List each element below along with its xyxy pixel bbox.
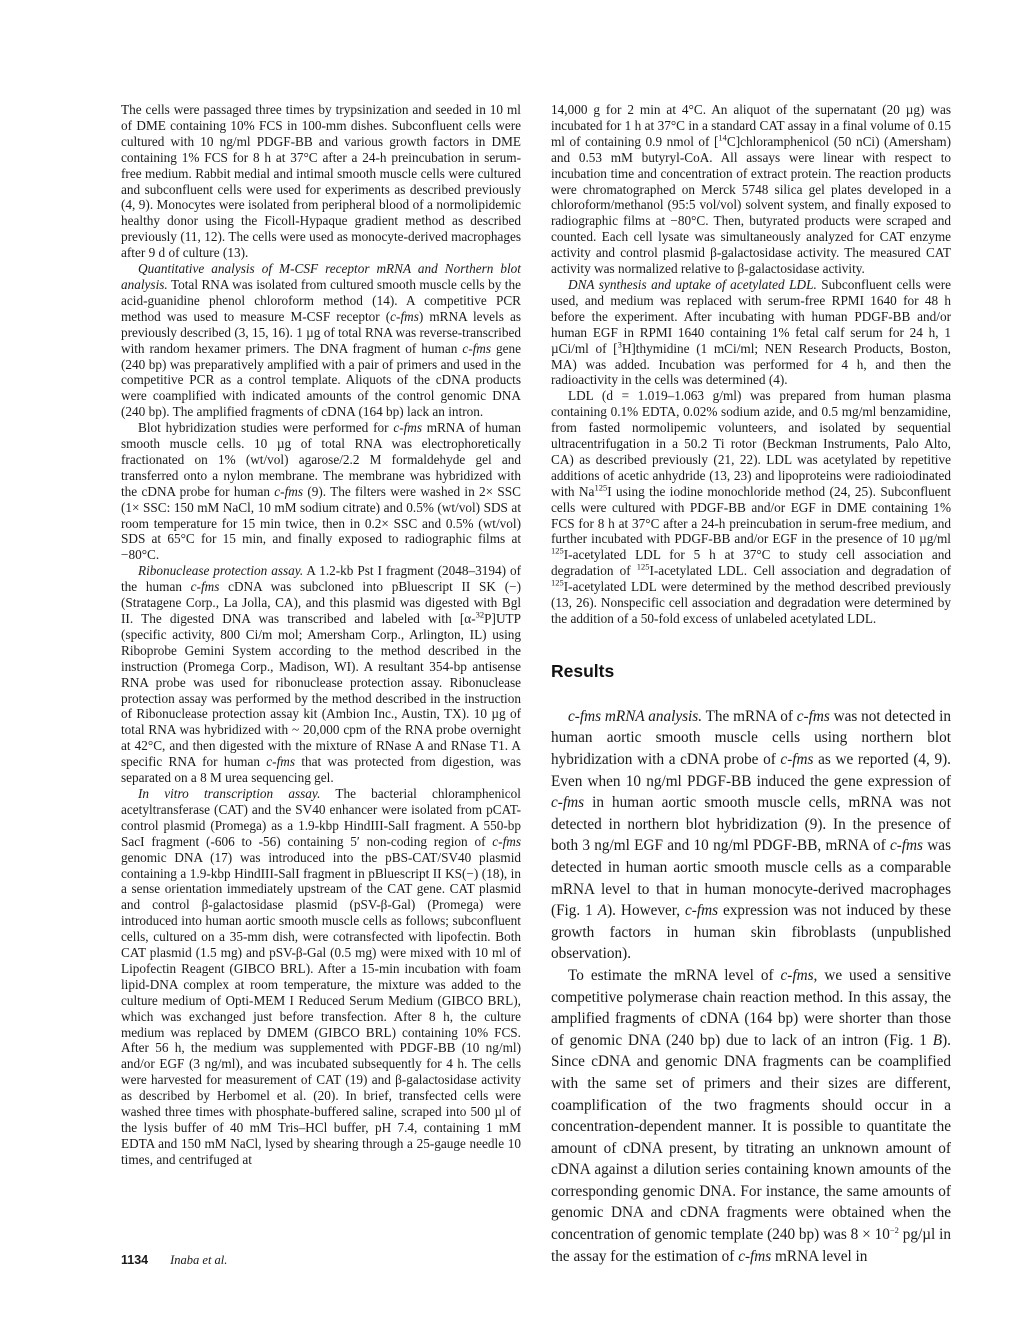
- page-footer: [121, 1253, 227, 1268]
- paragraph: 14,000 g for 2 min at 4°C. An aliquot of the supernatant (20 µg) was incubated for 1 h at 37°C in a standard CAT assay in a final volume of 0.15 ml of containing 0.9 nmol of [$^{14}$C]chloramphenicol (50 nCi) (Amersham) and 0.53 mM butyryl-CoA. All assays were linear with respect to incubation time and concentration of extract protein. The reaction products were chromatographed on Merck 5748 silica gel plates developed in a chloroform/methanol (95:5 vol/vol) solvent system, and finally exposed to radiographic films at −80°C. Then, butyrated products were scraped and counted. Each cell lysate was simultaneously analyzed for CAT enzyme activity and control plasmid β-galactosidase activity. The measured CAT activity was normalized relative to β-galactosidase activity.: [551, 102, 951, 277]
- running-authors: Inaba et al.: [170, 1253, 228, 1267]
- paragraph: LDL (d = 1.019–1.063 g/ml) was prepared from human plasma containing 0.1% EDTA, 0.02% sodium azide, and 0.5 mg/ml benzamidine, from fasted normolipemic volunteers, and isolated by sequential ultracentrifugation in a 50.2 Ti rotor (Beckman Instruments, Palo Alto, CA) as described previously (21, 22). LDL was acetylated by repetitive additions of acetic anhydride (13, 23) and lipoproteins were radioiodinated with Na$^{125}$I using the iodine monochloride method (24, 25). Subconfluent cells were cultured with PDGF-BB and/or EGF in DME containing 1% FCS for 8 h at 37°C after a 24-h preincubation in serum-free medium, and further incubated with PDGF-BB and/or EGF in the presence of 10 µg/ml $^{125}$I-acetylated LDL for 5 h at 37°C to study cell association and degradation of $^{125}$I-acetylated LDL. Cell association and degradation of $^{125}$I-acetylated LDL were determined by the method described previously (13, 26). Nonspecific cell association and degradation were determined by the addition of a 50-fold excess of unlabeled acetylated LDL.: [551, 388, 951, 626]
- subsection-heading: Ribonuclease protection assay.: [138, 563, 304, 579]
- subsection-heading: c-fms mRNA analysis.: [568, 707, 703, 725]
- paragraph: To estimate the mRNA level of c-fms, we used a sensitive competitive polymerase chain reaction method. In this assay, the amplified fragments of cDNA (164 bp) were shorter than those of genomic DNA (240 bp) due to lack of an intron (Fig. 1 B). Since cDNA and genomic DNA fragments can be coamplified with the same set of primers and their sizes are different, coamplification of the two fragments should occur in a concentration-dependent manner. It is possible to quantitate the amount of cDNA present, by titrating an unknown amount of cDNA against a dilution series containing known amounts of the corresponding genomic DNA. For instance, the same amounts of genomic DNA and cDNA fragments were obtained when the concentration of genomic template (240 bp) was $8 \times 10^{-2}$ pg/µl in the assay for the estimation of c-fms mRNA level in: [551, 966, 952, 1265]
- paragraph: Quantitative analysis of M-CSF receptor mRNA and Northern blot analysis. Total RNA was isolated from cultured smooth muscle cells by the acid-guanidine phenol chloroform method (14). A competitive PCR method was used to measure M-CSF receptor (c-fms) mRNA levels as previously described (3, 15, 16). 1 µg of total RNA was reverse-transcribed with random hexamer primers. The DNA fragment of human c-fms gene (240 bp) was preparatively amplified with a pair of primers and used in the competitive PCR as a control template. Aliquots of the cDNA products were coamplified with indicated amounts of the control genomic DNA (240 bp). The amplified fragments of cDNA (164 bp) lack an intron.: [121, 261, 521, 420]
- right-column: [551, 102, 951, 1267]
- results-heading: Results: [551, 660, 615, 681]
- left-column: [121, 102, 521, 1168]
- paragraph: Blot hybridization studies were performed for c-fms mRNA of human smooth muscle cells. 10 µg of total RNA was electrophoretically fractionated on 1% (wt/vol) agarose/2.2 M formaldehyde gel and transferred onto a nylon membrane. The membrane was hybridized with the cDNA probe for human c-fms (9). The filters were washed in 2× SSC (1× SSC: 150 mM NaCl, 10 mM sodium citrate) and 0.5% (wt/vol) SDS at room temperature for 15 min twice, then in 0.2× SSC and 0.5% (wt/vol) SDS at 65°C for 15 min, and finally exposed to radiographic films at −80°C.: [121, 420, 521, 563]
- paragraph: The cells were passaged three times by trypsinization and seeded in 10 ml of DME containing 10% FCS in 100-mm dishes. Subconfluent cells were cultured with 10 ng/ml PDGF-BB and various growth factors in DME containing 1% FCS for 8 h at 37°C after a 24-h preincubation in serum-free medium. Rabbit medial and intimal smooth muscle cells were cultured and subconfluent cells were used for experiments as described previously (4, 9). Monocytes were isolated from peripheral blood of a normolipidemic healthy donor using the Ficoll-Hypaque gradient method as described previously (11, 12). The cells were used as monocyte-derived macrophages after 9 d of culture (13).: [121, 102, 521, 261]
- paragraph: Ribonuclease protection assay. A 1.2-kb Pst I fragment (2048–3194) of the human c-fms cDNA was subcloned into pBluescript II SK (−) (Stratagene Corp., La Jolla, CA), and this plasmid was digested with Bgl II. The digested DNA was transcribed and labeled with [α-$^{32}$P]UTP (specific activity, 800 Ci/m mol; Amersham Corp., Arlington, IL) using Riboprobe Gemini System according to the method described in the instruction (Promega Corp., Madison, WI). A resultant 354-bp antisense RNA probe was used for ribonuclease protection assay. Ribonuclease protection assay was performed by the method described in the instruction of Ribonuclease protection assay kit (Ambion Inc., Austin, TX). 10 µg of total RNA was hybridized with ~ 20,000 cpm of the RNA probe overnight at 42°C, and then digested with the mixture of RNase A and RNase T1. A specific RNA for human c-fms that was protected from digestion, was separated on a 8 M urea sequencing gel.: [121, 563, 521, 786]
- subsection-heading: Quantitative analysis of M-CSF receptor mRNA and Northern blot analysis.: [121, 261, 521, 292]
- subsection-heading: DNA synthesis and uptake of acetylated LDL.: [568, 276, 817, 292]
- subsection-heading: In vitro transcription assay.: [138, 785, 321, 801]
- paragraph: DNA synthesis and uptake of acetylated LDL. Subconfluent cells were used, and medium was replaced with serum-free RPMI 1640 for 48 h before the experiment. After incubating with human PDGF-BB and/or human EGF in RPMI 1640 containing 1% fetal calf serum for 24 h, 1 µCi/ml of [$^3$H]thymidine (1 mCi/ml; NEN Research Products, Boston, MA) was added. Incubation was performed for 4 h, and then the radioactivity in the cells was determined (4).: [551, 276, 951, 388]
- page-number: 1134: [121, 1253, 149, 1267]
- paragraph: c-fms mRNA analysis. The mRNA of c-fms was not detected in human aortic smooth muscle cells using northern blot hybridization with a cDNA probe of c-fms as we reported (4, 9). Even when 10 ng/ml PDGF-BB induced the gene expression of c-fms in human aortic smooth muscle cells, mRNA was not detected in northern blot hybridization (9). In the presence of both 3 ng/ml EGF and 10 ng/ml PDGF-BB, mRNA of c-fms was detected in human aortic smooth muscle cells as a comparable mRNA level to that in human monocyte-derived macrophages (Fig. 1 A). However, c-fms expression was not induced by these growth factors in human skin fibroblasts (unpublished observation).: [551, 707, 951, 963]
- paragraph: In vitro transcription assay. The bacterial chloramphenicol acetyltransferase (CAT) and the SV40 enhancer were isolated from pCAT-control plasmid (Promega) as a 1.9-kbp HindIII-SalI fragment. A 550-bp SacI fragment (-606 to -56) containing 5′ non-coding region of c-fms genomic DNA (17) was introduced into the pBS-CAT/SV40 plasmid containing a 1.9-kbp HindIII-SalI fragment in pBluescript II KS(−) (18), in a sense orientation immediately upstream of the CAT gene. CAT plasmid and control β-galactosidase plasmid (pSV-β-Gal) (Promega) were introduced into human aortic smooth muscle cells as follows; subconfluent cells, cultured on a 35-mm dish, were cotransfected with lipofectin. Both CAT plasmid (1.5 mg) and pSV-β-Gal (0.5 mg) were mixed with 10 ml of Lipofectin Reagent (GIBCO BRL). After a 15-min incubation with foam lipid-DNA complex at room temperature, the mixture was added to the culture medium of Opti-MEM I Reduced Serum Medium (GIBCO BRL), which was exchanged just before transfection. After 8 h, the culture medium was replaced by DMEM (GIBCO BRL) containing 10% FCS. After 56 h, the medium was supplemented with PDGF-BB (10 ng/ml) and/or EGF (3 ng/ml), and was incubated subsequently for 4 h. The cells were harvested for measurement of CAT (19) and β-galactosidase activity as described by Herbomel et al. (20). In brief, transfected cells were washed three times with phosphate-buffered saline, scraped into 500 µl of the lysis buffer of 40 mM Tris–HCl buffer, pH 7.4, containing 1 mM EDTA and 150 mM NaCl, lysed by shearing through a 25-gauge needle 10 times, and centrifuged at: [121, 785, 521, 1167]
